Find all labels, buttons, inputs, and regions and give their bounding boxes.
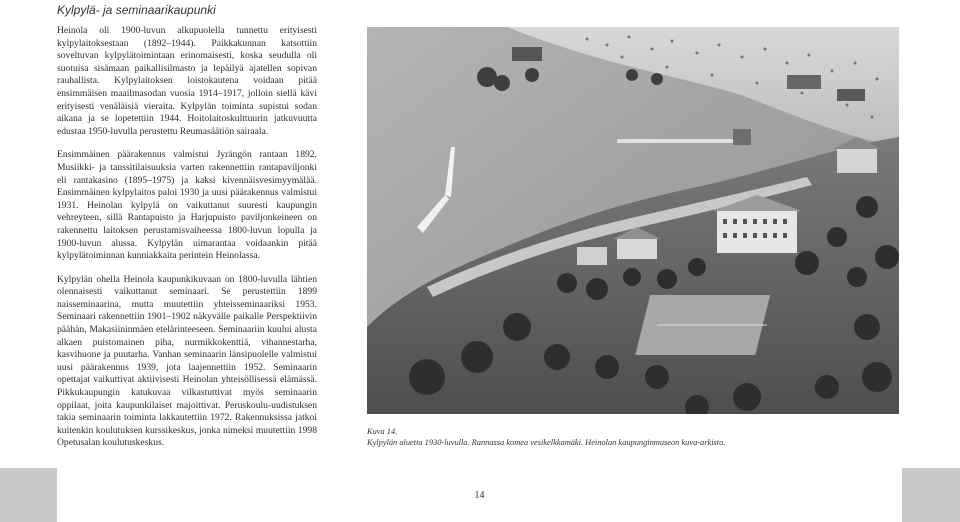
page-number-box — [57, 468, 902, 522]
body-text — [57, 25, 317, 461]
figure-caption-text: Kylpylän aluetta 1930-luvulla. Rannassa komea vesikelkkamäki. Heinolan kaupunginmuseon kuva-arkisto. — [367, 438, 726, 447]
footer-band — [0, 468, 960, 522]
paragraph-2: Ensimmäinen päärakennus valmistui Jyrängön rantaan 1892. Musiikki- ja tanssitilaisuuksia varten rakennettiin rantapaviljonki eli rantakasino (1895–1975) ja kaksi kivennäisvesimyymälää. Ensimmäinen kylpylaitos paloi 1930 ja uusi päärakennus valmistui 1931. Heinolan kylpylä on vaikuttanut suuresti kaupungin vehreyteen, sillä Rantapuisto ja Harjupuisto paviljonkeineen on rakennettu laitoksen perustamisvaiheessa 1800-luvun lopulla ja 1900-luvun alussa. Kylpylän uimarantaa voidaankin pitää kylpylätoiminnan kunniakkaita perintein Heinolassa. — [57, 149, 317, 262]
aerial-photo — [367, 27, 899, 414]
paragraph-3: Kylpylän ohella Heinola kaupunkikuvaan on 1800-luvulla lähtien olennaisesti vaikuttanut seminaari. Se perustettiin 1899 naisseminaarina, mutta muutettiin yhteisseminaariksi 1953. Seminaari rakennettiin 1901–1902 näkyvälle paikalle Perspektiivin päähän, Makasiininmäen etelärinteeseen. Seminaariin kuului alusta alkaen puistomainen piha, nurmikkokenttiä, vihannestarha, kasvihuone ja puutarha. Vanhan seminaarin länsipuolelle valmistui uusi päärakennus 1939, jota laajennettiin 1952. Seminaarin opettajat vaikuttivat aktiivisesti Heinolan yhteisöllisessä elämässä. Pikkukaupungin katukuvaa vilkastuttivat myös seminaarin oppilaat, joita kaupunkilaiset majoittivat. Peruskoulu-uudistuksen takia seminaarin toiminta lakkautettiin 1972. Rakennuksissa jatkoi kuitenkin koulutuksen kurssikeskus, jonka nimeksi muutettiin 1998 Opetusalan koulutuskeskus. — [57, 273, 317, 449]
paragraph-1: Heinola oli 1900-luvun alkupuolella tunnettu erityisesti kylpylaitoksestaan (1892–1944). Paikkakunnan katsottiin soveltuvan kylpylätoimintaan erinomaisesti, koska seudulla oli suotuisa sisämaan paikallisilmasto ja lepäilyä ajatellen sopivan rauhallista. Kylpylaitoksen loistokautena voidaan pitää ensimmäisen maailmasodan vuosia 1914–1917, jolloin siellä kävi erityisesti venäläisiä vieraita. Kylpylän toiminta supistui sodan aikana ja se lopetettiin 1944. Hoitolaitoskulttuurin jatkuvuutta edustaa 1950-luvulla perustettu Reumasäätiön sairaala. — [57, 25, 317, 137]
figure-label: Kuva 14. — [367, 427, 398, 436]
running-header: Kylpylä- ja seminaarikaupunki — [57, 3, 216, 17]
aerial-photo-image — [367, 27, 899, 414]
figure-caption — [367, 426, 907, 448]
page-number: 14 — [474, 489, 485, 501]
